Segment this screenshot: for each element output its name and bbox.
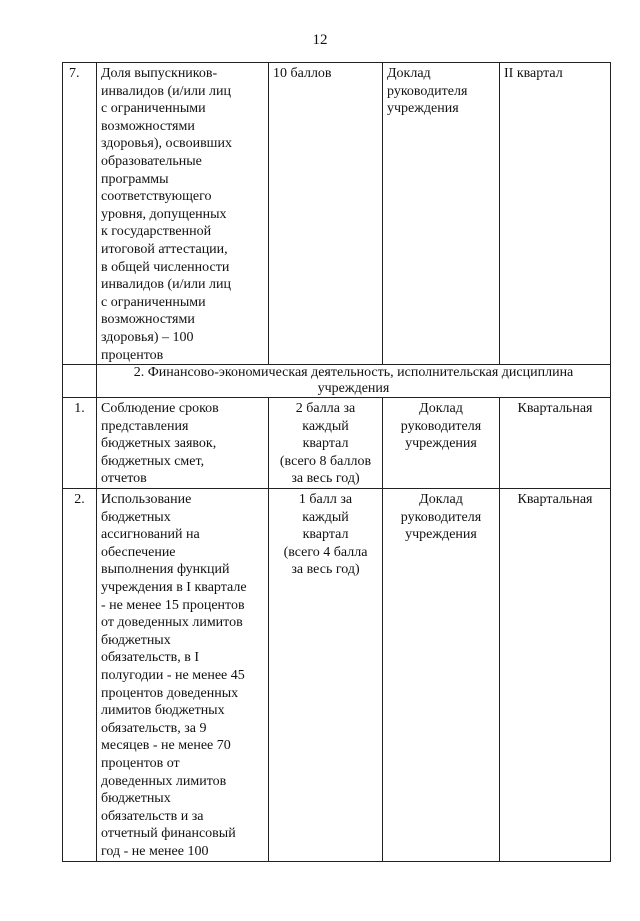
report-text: Доклад руководителя учреждения (383, 63, 500, 365)
report-text: Доклад руководителя учреждения (383, 398, 500, 489)
indicator-text: Соблюдение сроков представления бюджетных заявок, бюджетных смет, отчетов (97, 398, 269, 489)
section-spacer (63, 365, 97, 398)
points-text: 1 балл за каждый квартал (всего 4 балла за весь год) (269, 489, 383, 861)
page-number: 12 (312, 32, 328, 48)
period-text: Квартальная (500, 398, 611, 489)
indicator-text: Доля выпускников- инвалидов (и/или лиц с ограниченными возможностями здоровья), освоивших образовательные программы соответствующего уровня, допущенных к государственной итоговой аттестации, в общей численности инвалидов (и/или лиц с ограниченными возможностями здоровья) – 100 процентов (97, 63, 269, 365)
table-row (63, 63, 611, 365)
period-text: II квартал (500, 63, 611, 365)
points-text: 10 баллов (269, 63, 383, 365)
indicator-text: Использование бюджетных ассигнований на обеспечение выполнения функций учреждения в I квартале - не менее 15 процентов от доведенных лимитов бюджетных обязательств, в I полугодии - не менее 45 процентов доведенных лимитов бюджетных обязательств, за 9 месяцев - не менее 70 процентов от доведенных лимитов бюджетных обязательств и за отчетный финансовый год - не менее 100 (97, 489, 269, 861)
section-title: 2. Финансово-экономическая деятельность, исполнительская дисциплина учреждения (97, 365, 611, 398)
section-header-row (63, 365, 611, 398)
points-text: 2 балла за каждый квартал (всего 8 баллов за весь год) (269, 398, 383, 489)
report-text: Доклад руководителя учреждения (383, 489, 500, 861)
table-row (63, 398, 611, 489)
table-row (63, 489, 611, 861)
row-number: 2. (63, 489, 97, 861)
row-number: 7. (63, 63, 97, 365)
period-text: Квартальная (500, 489, 611, 861)
row-number: 1. (63, 398, 97, 489)
criteria-table (62, 62, 611, 862)
